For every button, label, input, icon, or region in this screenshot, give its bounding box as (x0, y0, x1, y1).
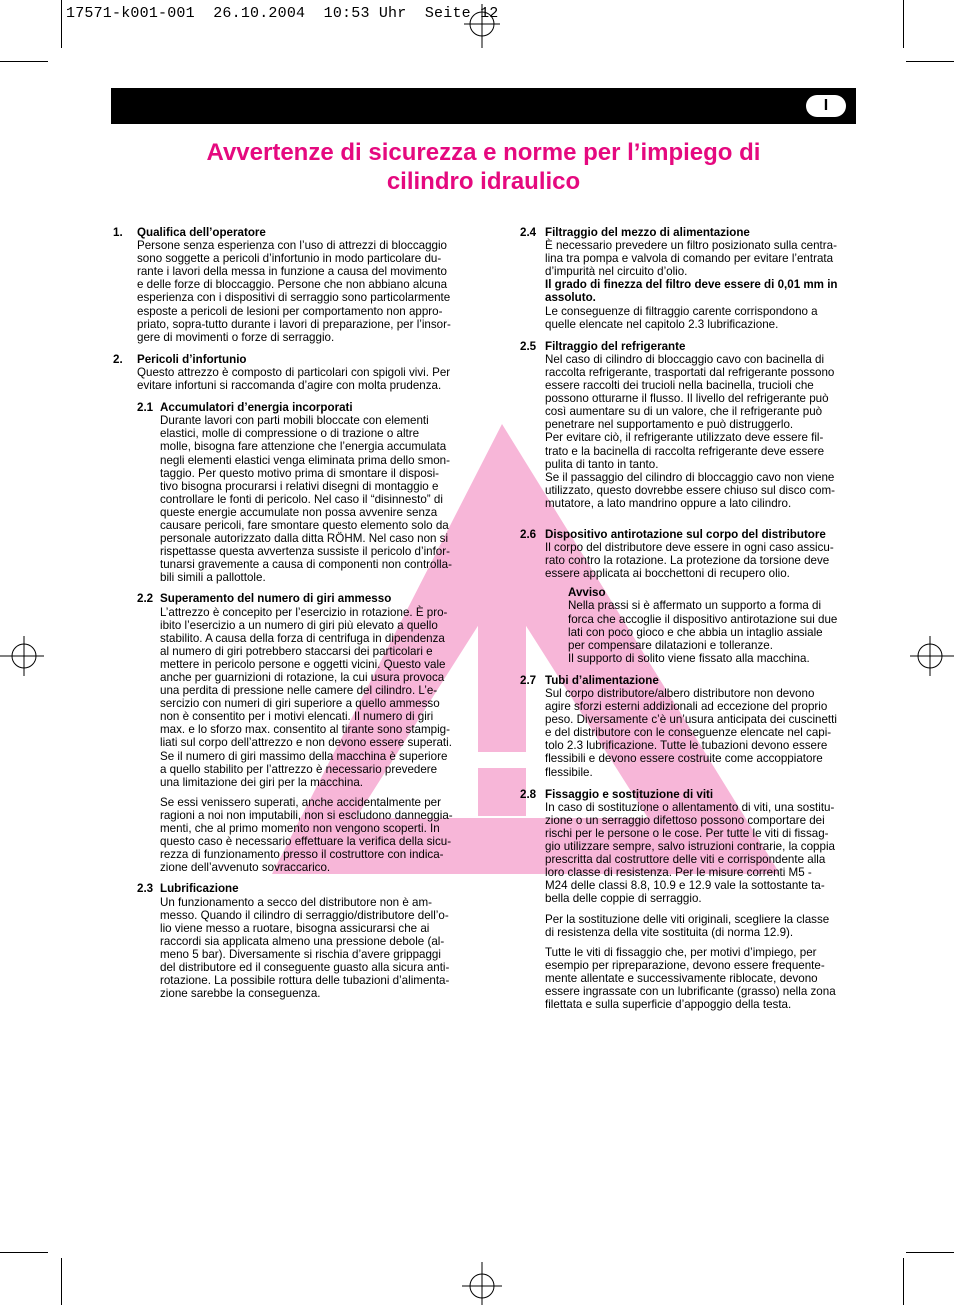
text-line: questo caso è necessario effettuare la verifica della sicu- (160, 835, 452, 849)
text-line: trato e la bacinella di raccolta refrigerante deve essere (545, 444, 825, 458)
section-2-2 (137, 592, 473, 874)
crop-mark (906, 61, 954, 62)
text-line: flessibili e devono essere costruite come accoppiatore (545, 752, 823, 766)
section-2-1 (137, 401, 473, 584)
registration-mark-icon (0, 634, 44, 678)
text-line: utilizzato, questo dovrebbe essere chiuso sul disco com- (545, 483, 835, 497)
text-line: Un funzionamento a secco del distributore non è am- (160, 895, 432, 909)
text-line: forca che accoglie il dispositivo antirotazione sui due (568, 612, 838, 626)
text-line: mutatore, a lato mandrino oppure a lato cilindro. (545, 496, 792, 510)
text-line: Il corpo del distributore deve essere in ogni caso assicu- (545, 541, 834, 555)
crop-mark (0, 1252, 48, 1253)
text-line: assoluto. (545, 291, 596, 305)
text-line: controllare le fonti di pericolo. Nel caso il “disinnesto” di (160, 492, 443, 506)
text-line: lati con poco gioco e che abbia un intaglio assiale (568, 625, 823, 639)
section-body (160, 606, 473, 875)
text-line: Durante lavori con parti mobili bloccate con elementi (160, 414, 429, 428)
page-title-line: Avvertenze di sicurezza e norme per l’impiego di (206, 139, 761, 166)
text-line: esperienza con i dispositivi di serraggio sono particolarmente (137, 291, 451, 305)
text-line: menti, che al primo momento non vengono scoperti. In (160, 822, 440, 836)
text-line: essere ingrassate con un lubrificante (grasso) nella zona (545, 984, 836, 998)
section-2-7 (520, 674, 860, 779)
section-title: Superamento del numero di giri ammesso (160, 592, 392, 606)
text-line: peso. Diversamente c’è un’usura anticipata dei cuscinetti (545, 713, 837, 727)
note-title: Avviso (568, 586, 606, 600)
text-line: essere raccolti dei trucioli nella bacinella, trucioli che (545, 379, 814, 393)
text-line: d’impurità nel circuito d’olio. (545, 265, 688, 279)
text-line: priato, sopra-tutto durante i lavori di preparazione, per l’insor- (137, 317, 451, 331)
section-title: Tubi d’alimentazione (545, 673, 659, 687)
section-body (545, 541, 860, 580)
language-badge: I (806, 95, 846, 117)
text-line: mettere in pericolo persone e oggetti vicini. Questo vale (160, 657, 446, 671)
text-line: Sul corpo distributore/albero distributore non devono (545, 687, 815, 700)
text-line: Per evitare ciò, il refrigerante utilizzato deve essere fil- (545, 431, 824, 445)
text-line: Persone senza esperienza con l’uso di attrezzi di bloccaggio (137, 239, 447, 253)
section-number: 2.5 (520, 339, 537, 353)
text-line: raccolta refrigerante, trasportati dal refrigerante possono (545, 365, 835, 379)
registration-mark-icon (910, 634, 954, 678)
text-line: gere di movimenti o forze di serraggio. (137, 330, 335, 344)
text-line: Nel caso di cilindro di bloccaggio cavo con bacinella di (545, 352, 825, 366)
section-body (137, 366, 473, 392)
text-line: possono otturarne il flusso. Il livello del refrigerante può (545, 392, 829, 406)
text-line: Se essi venissero superati, anche accidentalmente per (160, 795, 441, 809)
text-line: esempio per ripreparazione, devono essere frequente- (545, 958, 825, 972)
text-line: stabilito. A causa della forza di centrifuga in dipendenza (160, 631, 445, 645)
text-line: molle, bisogna fare attenzione che l’energia accumulata (160, 440, 447, 454)
text-line: messo. Quando il cilindro di serraggio/distributore dell’o- (160, 908, 449, 922)
text-line: rante i lavori della messa in funzione a causa del movimento (137, 265, 447, 279)
text-line: Il grado di finezza del filtro deve essere di 0,01 mm in (545, 278, 838, 292)
text-line: una perdita di pressione nelle camere del cilindro. L’e- (160, 684, 438, 698)
page-title-line: cilindro idraulico (386, 168, 581, 195)
text-line: penetrare nel supportamento e può distruggerlo. (545, 418, 794, 432)
crop-mark (0, 61, 48, 62)
section-1 (113, 226, 473, 344)
text-line: tivo bisogna procurarsi i relativi disegni di montaggio e (160, 479, 439, 493)
text-line: e delle forze di bloccaggio. Persone che non abbiano alcuna (137, 278, 448, 292)
section-number: 2.3 (137, 882, 154, 896)
text-line: lio viene messo a ruotare, bisogna assicurarsi che ai (160, 921, 430, 935)
registration-mark-icon (460, 1262, 504, 1305)
section-title: Accumulatori d’energia incorporati (160, 401, 353, 415)
section-title: Filtraggio del mezzo di alimentazione (545, 226, 750, 239)
section-title: Fissaggio e sostituzione di viti (545, 787, 714, 801)
section-title: Filtraggio del refrigerante (545, 339, 686, 353)
section-number: 2.6 (520, 527, 537, 541)
text-line: zione o un serraggio difettoso possono comportare dei (545, 813, 825, 827)
text-line: tolo 2.3 lubrificazione. Tutte le tubazioni devono essere (545, 739, 828, 753)
section-body (545, 353, 860, 510)
section-2-4 (520, 226, 860, 331)
section-body (160, 896, 473, 1001)
section-body (137, 239, 473, 344)
section-number: 2.4 (520, 226, 537, 239)
section-body (545, 801, 860, 1011)
section-number: 1. (113, 226, 123, 239)
text-line: M24 delle classi 8.8, 10.9 e 12.9 vale la sottostante ta- (545, 879, 825, 893)
text-line: evitare infortuni si raccomanda d’agire con molta prudenza. (137, 379, 442, 393)
text-line: sono soggette a pericoli d’infortunio in modo particolare du- (137, 252, 442, 266)
text-line: meno 5 bar). Diversamente si rischia d’avere grippaggi (160, 947, 441, 961)
text-line: bella delle coppie di serraggio. (545, 892, 702, 906)
text-line: anche per guarnizioni di rotazione, la cui usura provoca (160, 671, 445, 684)
text-line: Per la sostituzione delle viti originali, scegliere la classe (545, 912, 830, 926)
header-bar (111, 88, 856, 124)
text-line: non è consentito per i motivi elencati. Il numero di giri (160, 710, 434, 724)
text-line: negli elementi elastici venga eliminata prima dello smon- (160, 453, 450, 467)
text-line: quelle elencate nel capitolo 2.3 lubrificazione. (545, 317, 779, 331)
section-number: 2.2 (137, 592, 154, 606)
text-line: ibito l’esercizio a un numero di giri più elevato a quello (160, 618, 438, 632)
crop-mark (61, 1258, 62, 1305)
section-number: 2.1 (137, 401, 154, 415)
page-title (111, 138, 856, 196)
text-line: rotazione. La possibile rottura delle tubazioni d’alimenta- (160, 974, 450, 988)
text-line: liati sul corpo dell’attrezzo e non devono essere superati. (160, 736, 452, 750)
right-column (520, 226, 860, 1020)
section-title: Pericoli d’infortunio (137, 352, 247, 366)
text-line: Questo attrezzo è composto di particolari con spigoli vivi. Per (137, 365, 451, 379)
section-2 (113, 353, 473, 392)
section-title: Lubrificazione (160, 882, 239, 896)
text-line: e del distributore con le conseguenze elencate nel capi- (545, 726, 832, 740)
text-line: esposte a pericoli de lesioni per comportamento non appro- (137, 304, 443, 318)
text-line: Tutte le viti di fissaggio che, per motivi d’impiego, per (545, 945, 817, 959)
text-line: In caso di sostituzione o allentamento di viti, una sostitu- (545, 800, 835, 814)
text-line: loro classe di resistenza. Per le misure correnti M5 - (545, 866, 812, 880)
text-line: di resistenza della vite sostituita (di norma 12.9). (545, 925, 794, 939)
registration-mark-icon (462, 4, 502, 48)
text-line: queste energie accumulate non possa avvenire senza (160, 505, 438, 519)
text-line: una limitazione dei giri per la macchina. (160, 775, 363, 789)
text-line: raccordi sia applicata almeno una pressione debole (al- (160, 934, 445, 948)
text-line: Se il passaggio del cilindro di bloccaggio cavo non viene (545, 470, 835, 484)
section-2-6 (520, 528, 860, 665)
section-body (545, 687, 860, 779)
section-number: 2.7 (520, 673, 537, 687)
section-2-8 (520, 788, 860, 1012)
text-line: sercizio con numeri di giri superiore a quello ammesso (160, 697, 440, 711)
text-line: L’attrezzo è concepito per l’esercizio in rotazione. È pro- (160, 605, 448, 619)
section-2-3 (137, 882, 473, 1000)
text-line: causare pericoli, fare smontare questo elemento solo da (160, 518, 449, 532)
section-title: Qualifica dell’operatore (137, 226, 266, 239)
text-line: ragioni a noi non imputabili, non si escludono danneggia- (160, 808, 453, 822)
text-line: filettata e sulla superficie d’appoggio della testa. (545, 998, 792, 1012)
text-line: prescritta dal costruttore delle viti e corrispondente alla (545, 853, 826, 867)
text-line: rezza di funzionamento presso il costruttore con indica- (160, 848, 444, 862)
section-number: 2.8 (520, 787, 537, 801)
note-box (568, 586, 860, 665)
text-line: personale autorizzato dalla ditta RÖHM. Nel caso non si (160, 532, 449, 546)
text-line: È necessario prevedere un filtro posizionato sulla centra- (545, 239, 837, 253)
text-line: rischi per le persone o le cose. Per tutte le viti di fissag- (545, 826, 829, 840)
text-line: Le conseguenze di filtraggio carente corrispondono a (545, 304, 818, 318)
text-line: al numero di giri potrebbero staccarsi dei particolari e (160, 644, 433, 658)
text-line: gio utilizzare sempre, salvo istruzioni contrarie, la coppia (545, 840, 835, 854)
section-title: Dispositivo antirotazione sul corpo del distributore (545, 527, 826, 541)
text-line: tunarsi gravemente a causa di componenti non controlla- (160, 558, 452, 572)
text-line: a quello stabilito per l’attrezzo è necessario prevedere (160, 762, 438, 776)
text-line: essere applicata ai bocchettoni di recupero olio. (545, 567, 790, 581)
text-line: lina tra pompa e valvola di comando per evitare l’entrata (545, 252, 834, 266)
crop-mark (61, 0, 62, 48)
crop-mark (903, 1258, 904, 1305)
text-line: taggio. Per questo motivo prima di smontare il disposi- (160, 466, 440, 480)
left-column (113, 226, 473, 1008)
section-body (545, 239, 860, 331)
print-slug: 17571-k001-001 26.10.2004 10:53 Uhr Seite 12 (66, 5, 499, 22)
crop-mark (906, 1252, 954, 1253)
text-line: mente allentate e successivamente riblocate, devono (545, 971, 818, 985)
text-line: zione sarebbe la conseguenza. (160, 987, 321, 1001)
text-line: elastici, molle di compressione o di trazione o altre (160, 427, 420, 441)
text-line: flessibile. (545, 765, 593, 779)
section-body (160, 414, 473, 584)
section-2-5 (520, 340, 860, 510)
text-line: così aumentare su di un valore, che il refrigerante può (545, 405, 823, 419)
text-line: del distributore ed il conseguente guasto alla sicura anti- (160, 960, 450, 974)
text-line: Se il numero di giri massimo della macchina è superiore (160, 749, 448, 763)
text-line: bili simili a pallottole. (160, 571, 266, 585)
text-line: Il supporto di solito viene fissato alla macchina. (568, 651, 810, 665)
text-line: rispettasse questa avvertenza sussiste il pericolo d’infor- (160, 545, 450, 559)
text-line: per compensare dilatazioni e tolleranze. (568, 638, 773, 652)
text-line: agire sforzi esterni addizionali ad eccezione del proprio (545, 700, 828, 714)
section-number: 2. (113, 352, 123, 366)
text-line: rato contro la rotazione. La protezione da torsione deve (545, 554, 830, 568)
crop-mark (903, 0, 904, 48)
text-line: Nella prassi si è affermato un supporto a forma di (568, 599, 822, 613)
text-line: pulita di tanto in tanto. (545, 457, 659, 471)
text-line: zione dell’avvenuto sovraccarico. (160, 861, 331, 875)
text-line: max. e lo sforzo max. consentito al tirante sono stampig- (160, 723, 450, 737)
